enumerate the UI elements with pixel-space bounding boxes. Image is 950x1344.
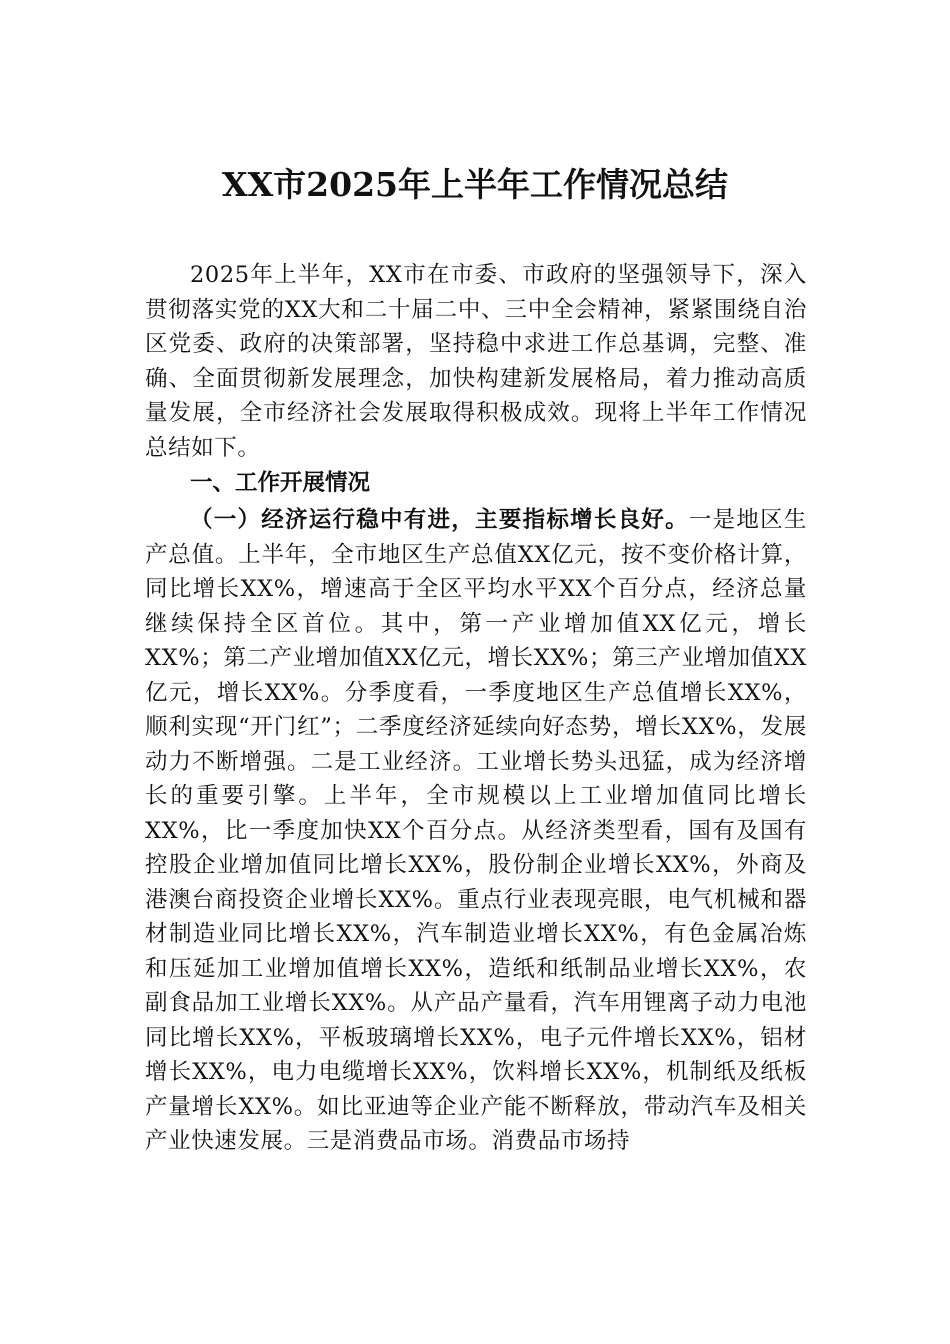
section-heading: 一、工作开展情况	[190, 470, 371, 496]
subsection-paragraph	[145, 503, 807, 1159]
intro-paragraph-block	[145, 258, 807, 465]
document-title: XX市2025年上半年工作情况总结	[221, 165, 729, 204]
subsection-heading: （一）经济运行稳中有进，主要指标增长良好。	[190, 507, 689, 533]
subsection-paragraph-block	[145, 503, 807, 1159]
intro-paragraph: 2025年上半年，XX市在市委、市政府的坚强领导下，深入贯彻落实党的XX大和二十届二中、三中全会精神，紧紧围绕自治区党委、政府的决策部署，坚持稳中求进工作总基调，完整、准确、全面贯彻新发展理念，加快构建新发展格局，着力推动高质量发展，全市经济社会发展取得积极成效。现将上半年工作情况总结如下。	[145, 262, 807, 461]
subsection-body: 一是地区生产总值。上半年，全市地区生产总值XX亿元，按不变价格计算，同比增长XX%，增速高于全区平均水平XX个百分点，经济总量继续保持全区首位。其中，第一产业增加值XX亿元，增长XX%；第二产业增加值XX亿元，增长XX%；第三产业增加值XX亿元，增长XX%。分季度看，一季度地区生产总值增长XX%，顺利实现“开门红”；二季度经济延续向好态势，增长XX%，发展动力不断增强。二是工业经济。工业增长势头迅猛，成为经济增长的重要引擎。上半年，全市规模以上工业增加值同比增长XX%，比一季度加快XX个百分点。从经济类型看，国有及国有控股企业增加值同比增长XX%，股份制企业增长XX%，外商及港澳台商投资企业增长XX%。重点行业表现亮眼，电气机械和器材制造业同比增长XX%，汽车制造业增长XX%，有色金属冶炼和压延加工业增加值增长XX%，造纸和纸制品业增长XX%，农副食品加工业增长XX%。从产品产量看，汽车用锂离子动力电池同比增长XX%，平板玻璃增长XX%，电子元件增长XX%，铝材增长XX%，电力电缆增长XX%，饮料增长XX%，机制纸及纸板产量增长XX%。如比亚迪等企业产能不断释放，带动汽车及相关产业快速发展。三是消费品市场。消费品市场持	[145, 507, 808, 1154]
